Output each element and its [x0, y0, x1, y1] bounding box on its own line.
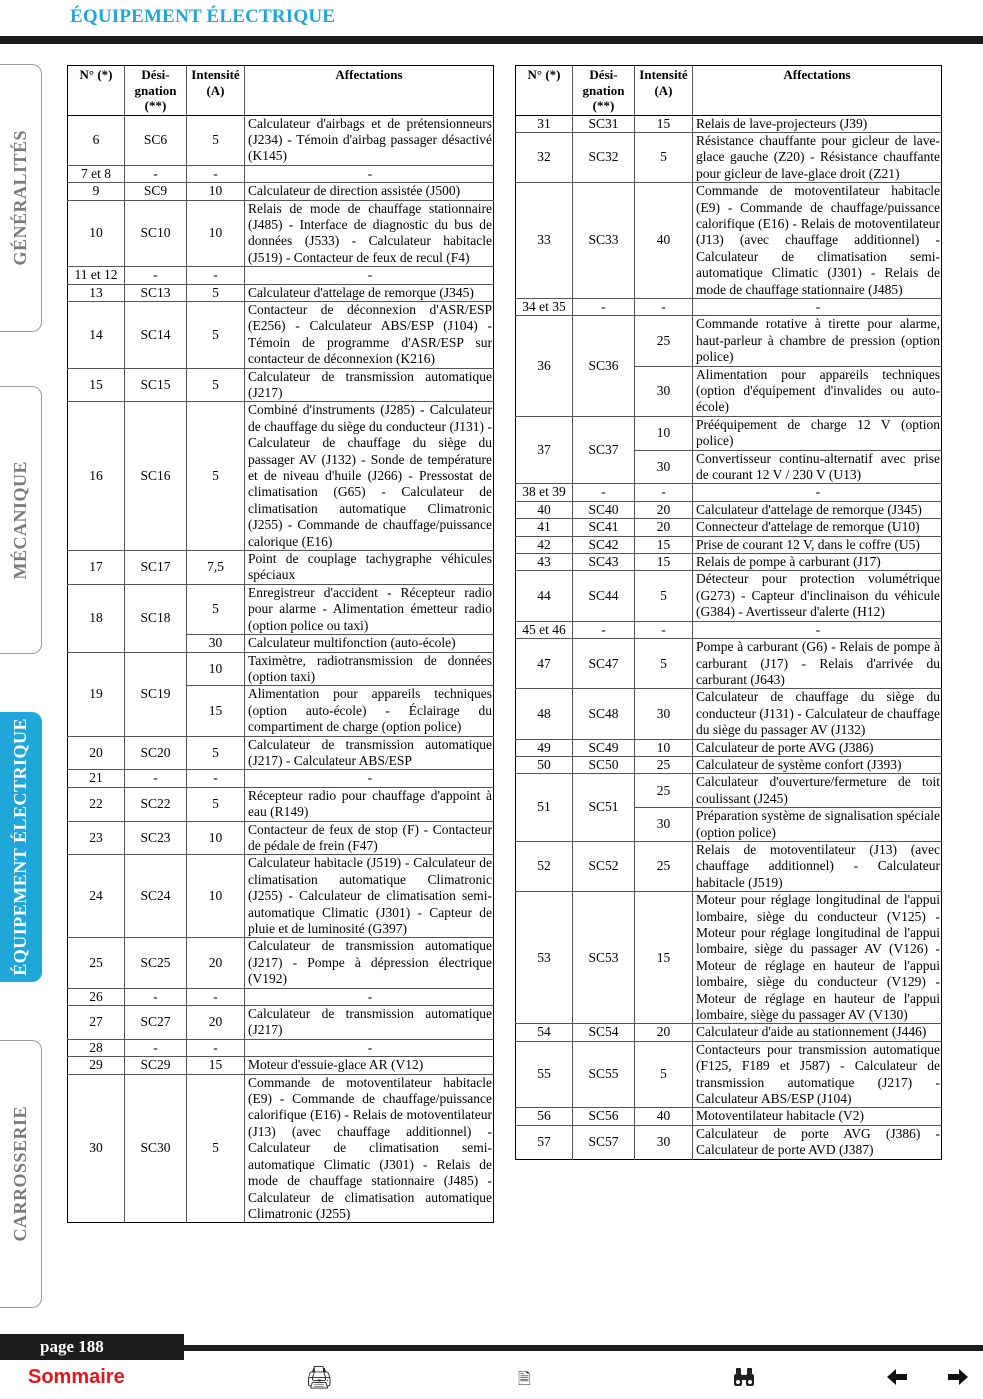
fuse-intensity: 40	[635, 183, 693, 299]
fuse-designation: SC14	[125, 301, 187, 368]
fuse-affectation: -	[245, 988, 494, 1005]
fuse-designation: SC6	[125, 115, 187, 165]
page-title: ÉQUIPEMENT ÉLECTRIQUE	[70, 6, 336, 27]
page-number: page 188	[0, 1334, 184, 1360]
fuse-designation: SC23	[125, 821, 187, 855]
fuse-designation: SC40	[573, 501, 635, 518]
fuse-number: 47	[516, 639, 573, 689]
table-row	[516, 519, 942, 536]
fuse-designation: SC52	[573, 841, 635, 891]
fuse-number: 37	[516, 416, 573, 484]
col-header-designation: Dési- gnation (**)	[125, 66, 187, 116]
fuse-designation: SC17	[125, 551, 187, 585]
fuse-number: 22	[68, 787, 125, 821]
fuse-affectation: Calculateur de direction assistée (J500)	[245, 183, 494, 200]
fuse-number: 23	[68, 821, 125, 855]
fuse-affectation: Récepteur radio pour chauffage d'appoint à eau (R149)	[245, 787, 494, 821]
table-row	[516, 115, 942, 132]
table-row	[68, 165, 494, 182]
fuse-designation: SC13	[125, 284, 187, 301]
fuse-affectation: Calculateur de porte AVG (J386)	[693, 739, 942, 756]
fuse-affectation: Relais de motoventilateur (J13) (avec chauffage additionnel) - Calculateur habitacle (J519)	[693, 841, 942, 891]
fuse-designation: SC9	[125, 183, 187, 200]
table-row	[68, 402, 494, 551]
fuse-number: 48	[516, 689, 573, 739]
fuse-intensity: -	[187, 165, 245, 182]
fuse-intensity: 25	[635, 841, 693, 891]
fuse-number: 10	[68, 200, 125, 267]
fuse-affectation: Moteur pour réglage longitudinal de l'appui lombaire, siège du conducteur (V125) - Moteur pour réglage longitudinal de l'appui lombaire, siège du passager AV (V126) - Moteur de réglage en hauteur de l'appui lombaire, siège du conducteur (V129) - Moteur de réglage en hauteur de l'appui lombaire, siège du passager AV (V130)	[693, 892, 942, 1024]
fuse-number: 56	[516, 1108, 573, 1125]
fuse-affectation: Calculateur d'aide au stationnement (J446)	[693, 1024, 942, 1041]
table-row	[68, 1006, 494, 1040]
fuse-designation: SC44	[573, 571, 635, 621]
fuse-number: 40	[516, 501, 573, 518]
table-row	[68, 368, 494, 402]
fuse-intensity: -	[187, 988, 245, 1005]
fuse-designation: SC33	[573, 183, 635, 299]
fuse-affectation: Taximètre, radiotransmission de données (option taxi)	[245, 652, 494, 686]
fuse-intensity: 10	[187, 855, 245, 938]
fuse-affectation: Relais de lave-projecteurs (J39)	[693, 115, 942, 132]
fuse-designation: SC42	[573, 536, 635, 553]
fuse-affectation: Combiné d'instruments (J285) - Calculateur de chauffage du siège du conducteur (J131) - Calculateur de chauffage du siège du passager AV (J132) - Sonde de température et de niveau d'huile (J266) - Pressostat de climatisation (G65) - Calculateur de climatisation automatique Climatronic (J255) - Commande de chauffage/puissance calorique (E16)	[245, 402, 494, 551]
tab-mecanique[interactable]	[0, 386, 42, 654]
table-row	[516, 1041, 942, 1108]
fuse-number: 28	[68, 1039, 125, 1056]
fuse-designation: SC55	[573, 1041, 635, 1108]
header-bar	[0, 36, 983, 44]
table-row	[68, 652, 494, 686]
fuse-affectation: Commande de motoventilateur habitacle (E9) - Commande de chauffage/puissance calorifique (E16) - Relais de motoventilateur (J13) (avec chauffage additionnel) - Calculateur de climatisation semi-automatique Climatic (J301) - Relais de mode de chauffage stationnaire (J485) - Calculateur de climatisation automatique Climatronic (J255)	[248, 1074, 492, 1221]
page-edit-icon[interactable]: 🗎	[518, 1369, 531, 1388]
fuse-intensity: 5	[187, 1074, 245, 1223]
arrow-right-icon[interactable]	[946, 1366, 970, 1395]
fuse-intensity: 5	[635, 571, 693, 621]
tab-label: CARROSSERIE	[10, 1106, 30, 1242]
fuse-intensity: 10	[187, 652, 245, 686]
fuse-intensity: 7,5	[187, 551, 245, 585]
fuse-designation: -	[573, 621, 635, 638]
tab-carrosserie[interactable]	[0, 1040, 42, 1308]
fuse-intensity: 5	[187, 301, 245, 368]
fuse-number: 21	[68, 770, 125, 787]
table-row	[68, 551, 494, 585]
fuse-affectation: Calculateur d'attelage de remorque (J345)	[693, 501, 942, 518]
tab-label: MÉCANIQUE	[10, 460, 30, 580]
fuse-designation: SC30	[125, 1074, 187, 1223]
fuse-affectation: Calculateur multifonction (auto-école)	[245, 635, 494, 652]
fuse-intensity: 25	[635, 774, 693, 808]
fuse-number: 55	[516, 1041, 573, 1108]
tab-generalites[interactable]	[0, 64, 42, 332]
fuse-number: 52	[516, 841, 573, 891]
fuse-intensity: 5	[187, 115, 245, 165]
fuse-affectation: Alimentation pour appareils techniques (option d'équipement d'invalides ou auto-école)	[693, 366, 942, 416]
fuse-intensity: 25	[635, 316, 693, 366]
col-header-num: N° (*)	[68, 66, 125, 116]
fuse-designation: SC31	[573, 115, 635, 132]
fuse-number: 16	[68, 402, 125, 551]
table-row	[516, 892, 942, 1024]
printer-icon[interactable]: 🖨	[305, 1366, 333, 1391]
fuse-number: 18	[68, 584, 125, 652]
fuse-designation: -	[125, 267, 187, 284]
fuse-affectation: Préparation système de signalisation spéciale (option police)	[693, 808, 942, 842]
fuse-designation: SC47	[573, 639, 635, 689]
fuse-intensity: 5	[187, 736, 245, 770]
table-row	[68, 736, 494, 770]
tab-label: GÉNÉRALITÉS	[10, 130, 30, 266]
table-row	[516, 416, 942, 450]
fuse-number: 31	[516, 115, 573, 132]
table-row	[516, 639, 942, 689]
table-row	[516, 571, 942, 621]
fuse-designation: SC22	[125, 787, 187, 821]
fuse-affectation: Convertisseur continu-alternatif avec prise de courant 12 V / 230 V (U13)	[693, 450, 942, 484]
fuse-designation: SC10	[125, 200, 187, 267]
fuse-intensity: 20	[635, 501, 693, 518]
fuse-intensity: 5	[187, 584, 245, 634]
fuse-affectation: -	[693, 621, 942, 638]
fuse-affectation: Calculateur de transmission automatique (J217) - Calculateur ABS/ESP	[245, 736, 494, 770]
fuse-affectation: Calculateur de transmission automatique (J217) - Pompe à dépression électrique (V192)	[245, 938, 494, 988]
fuse-designation: SC56	[573, 1108, 635, 1125]
fuse-number: 49	[516, 739, 573, 756]
fuse-intensity: 25	[635, 756, 693, 773]
fuse-affectation: Connecteur d'attelage de remorque (U10)	[693, 519, 942, 536]
fuse-intensity: 30	[635, 1125, 693, 1159]
fuse-number: 9	[68, 183, 125, 200]
fuse-number: 13	[68, 284, 125, 301]
fuse-designation: SC15	[125, 368, 187, 402]
fuse-affectation: Calculateur d'attelage de remorque (J345)	[245, 284, 494, 301]
fuse-number: 34 et 35	[516, 298, 573, 315]
fuse-designation: -	[125, 165, 187, 182]
fuse-number: 33	[516, 183, 573, 299]
fuse-designation: -	[125, 770, 187, 787]
table-row	[68, 301, 494, 368]
fuse-intensity: 40	[635, 1108, 693, 1125]
fuse-intensity: 15	[635, 892, 693, 1024]
fuse-number: 45 et 46	[516, 621, 573, 638]
fuse-designation: SC18	[125, 584, 187, 652]
fuse-affectation: Moteur d'essuie-glace AR (V12)	[245, 1057, 494, 1074]
fuse-designation: SC36	[573, 316, 635, 416]
binoculars-icon[interactable]	[732, 1366, 756, 1395]
fuse-table-left	[67, 65, 494, 1223]
fuse-designation: -	[125, 988, 187, 1005]
fuse-intensity: 10	[187, 183, 245, 200]
fuse-number: 41	[516, 519, 573, 536]
fuse-designation: -	[573, 298, 635, 315]
table-row	[516, 298, 942, 315]
fuse-intensity: 20	[635, 519, 693, 536]
fuse-affectation: Prééquipement de charge 12 V (option police)	[693, 416, 942, 450]
fuse-intensity: -	[635, 484, 693, 501]
fuse-number: 50	[516, 756, 573, 773]
fuse-number: 44	[516, 571, 573, 621]
fuse-number: 51	[516, 774, 573, 842]
sommaire-link[interactable]: Sommaire	[28, 1366, 125, 1388]
fuse-number: 19	[68, 652, 125, 736]
fuse-intensity: 15	[187, 686, 245, 736]
col-header-affectations: Affectations	[693, 66, 942, 116]
table-row	[68, 200, 494, 267]
fuse-affectation: -	[245, 165, 494, 182]
fuse-intensity: 5	[635, 639, 693, 689]
fuse-affectation: Calculateur de transmission automatique (J217)	[245, 368, 494, 402]
fuse-affectation: Calculateur d'ouverture/fermeture de toit coulissant (J245)	[693, 774, 942, 808]
table-row	[68, 855, 494, 938]
table-row	[516, 554, 942, 571]
col-header-designation: Dési- gnation (**)	[573, 66, 635, 116]
fuse-affectation: Calculateur de porte AVG (J386) - Calculateur de porte AVD (J387)	[696, 1125, 940, 1158]
table-row	[68, 183, 494, 200]
fuse-designation: SC19	[125, 652, 187, 736]
table-row	[68, 770, 494, 787]
fuse-intensity: 15	[635, 554, 693, 571]
fuse-affectation: -	[245, 1039, 494, 1056]
fuse-intensity: 20	[635, 1024, 693, 1041]
fuse-affectation: Contacteurs pour transmission automatique (F125, F189 et J587) - Calculateur de transmission automatique (J217) - Calculateur ABS/ESP (J104)	[693, 1041, 942, 1108]
fuse-affectation: -	[245, 267, 494, 284]
fuse-affectation: Motoventilateur habitacle (V2)	[693, 1108, 942, 1125]
fuse-number: 38 et 39	[516, 484, 573, 501]
table-row	[68, 988, 494, 1005]
fuse-number: 26	[68, 988, 125, 1005]
fuse-designation: SC37	[573, 416, 635, 484]
fuse-intensity: 30	[635, 450, 693, 484]
fuse-affectation: Relais de mode de chauffage stationnaire (J485) - Interface de diagnostic du bus de données (J533) - Calculateur habitacle (J519) - Contacteur de feux de recul (F4)	[245, 200, 494, 267]
fuse-designation: SC24	[125, 855, 187, 938]
fuse-affectation: Prise de courant 12 V, dans le coffre (U5)	[693, 536, 942, 553]
fuse-number: 43	[516, 554, 573, 571]
table-row	[516, 1125, 942, 1159]
fuse-designation: SC41	[573, 519, 635, 536]
table-row	[516, 536, 942, 553]
fuse-intensity: 5	[635, 132, 693, 182]
table-row	[516, 132, 942, 182]
fuse-intensity: 15	[635, 536, 693, 553]
fuse-affectation: Commande rotative à tirette pour alarme, haut-parleur à chambre de pression (option police)	[693, 316, 942, 366]
col-header-affectations: Affectations	[245, 66, 494, 116]
fuse-affectation: -	[245, 770, 494, 787]
arrow-left-icon[interactable]	[885, 1366, 909, 1395]
fuse-designation: SC16	[125, 402, 187, 551]
table-row	[68, 284, 494, 301]
fuse-affectation: Pompe à carburant (G6) - Relais de pompe à carburant (J17) - Relais d'arrivée du carburant (J643)	[693, 639, 942, 689]
fuse-affectation: Alimentation pour appareils techniques (option auto-école) - Éclairage du compartiment de charge (option police)	[245, 686, 494, 736]
fuse-intensity: 20	[187, 1006, 245, 1040]
fuse-designation: -	[573, 484, 635, 501]
fuse-intensity: 10	[635, 416, 693, 450]
fuse-number: 15	[68, 368, 125, 402]
fuse-designation: SC25	[125, 938, 187, 988]
fuse-number: 53	[516, 892, 573, 1024]
fuse-affectation: Contacteur de déconnexion d'ASR/ESP (E256) - Calculateur ABS/ESP (J104) - Témoin de programme d'ASR/ESP sur contacteur de déconnexion (K216)	[245, 301, 494, 368]
col-header-intensity: Intensité (A)	[635, 66, 693, 116]
fuse-intensity: 15	[635, 115, 693, 132]
fuse-intensity: 30	[635, 689, 693, 739]
fuse-intensity: 5	[187, 284, 245, 301]
col-header-intensity: Intensité (A)	[187, 66, 245, 116]
table-row	[516, 689, 942, 739]
fuse-intensity: -	[187, 1039, 245, 1056]
fuse-intensity: -	[187, 770, 245, 787]
fuse-designation: SC32	[573, 132, 635, 182]
fuse-number: 57	[516, 1125, 573, 1159]
fuse-intensity: -	[635, 621, 693, 638]
fuse-designation: SC48	[573, 689, 635, 739]
fuse-designation: SC27	[125, 1006, 187, 1040]
fuse-intensity: 30	[187, 635, 245, 652]
fuse-intensity: 10	[635, 739, 693, 756]
fuse-intensity: 5	[187, 787, 245, 821]
fuse-affectation: Point de couplage tachygraphe véhicules spéciaux	[245, 551, 494, 585]
fuse-number: 17	[68, 551, 125, 585]
fuse-number: 27	[68, 1006, 125, 1040]
fuse-intensity: 30	[635, 366, 693, 416]
fuse-number: 36	[516, 316, 573, 416]
fuse-affectation: Commande de motoventilateur habitacle (E9) - Commande de chauffage/puissance calorifique (E16) - Relais de motoventilateur (J13) (avec chauffage additionnel) - Calculateur de climatisation semi-automatique Climatic (J301) - Relais de mode de chauffage stationnaire (J485)	[693, 183, 942, 299]
fuse-affectation: Détecteur pour protection volumétrique (G273) - Capteur d'inclinaison du véhicule (G384) - Avertisseur d'alerte (H12)	[693, 571, 942, 621]
fuse-number: 25	[68, 938, 125, 988]
tab-equipement-electrique[interactable]	[0, 712, 42, 982]
fuse-number: 42	[516, 536, 573, 553]
fuse-intensity: 15	[187, 1057, 245, 1074]
table-row	[516, 1024, 942, 1041]
fuse-affectation: Résistance chauffante pour gicleur de lave-glace gauche (Z20) - Résistance chauffante pour gicleur de lave-glace droit (Z21)	[693, 132, 942, 182]
fuse-number: 20	[68, 736, 125, 770]
table-row	[68, 115, 494, 165]
fuse-number: 6	[68, 115, 125, 165]
fuse-affectation: Calculateur de système confort (J393)	[693, 756, 942, 773]
fuse-intensity: 5	[187, 402, 245, 551]
fuse-designation: -	[125, 1039, 187, 1056]
table-row	[516, 316, 942, 366]
fuse-table-right	[515, 65, 942, 1160]
table-row	[516, 756, 942, 773]
table-row	[68, 1074, 494, 1223]
fuse-affectation: Calculateur d'airbags et de prétensionneurs (J234) - Témoin d'airbag passager désactivé (K145)	[245, 115, 494, 165]
fuse-designation: SC43	[573, 554, 635, 571]
tab-label: ÉQUIPEMENT ÉLECTRIQUE	[10, 718, 30, 976]
fuse-designation: SC20	[125, 736, 187, 770]
table-row	[68, 938, 494, 988]
table-row	[516, 501, 942, 518]
table-row	[516, 739, 942, 756]
fuse-affectation: Calculateur de chauffage du siège du conducteur (J131) - Calculateur de chauffage du siège du passager AV (J132)	[693, 689, 942, 739]
col-header-num: N° (*)	[516, 66, 573, 116]
fuse-number: 24	[68, 855, 125, 938]
table-row	[516, 841, 942, 891]
table-row	[68, 267, 494, 284]
table-row	[516, 621, 942, 638]
fuse-number: 7 et 8	[68, 165, 125, 182]
fuse-designation: SC57	[573, 1125, 635, 1159]
fuse-intensity: 5	[187, 368, 245, 402]
fuse-affectation: Calculateur habitacle (J519) - Calculateur de climatisation automatique Climatronic (J255) - Calculateur de climatisation semi-automatique Climatic (J301) - Capteur de pluie et de luminosité (G397)	[245, 855, 494, 938]
fuse-designation: SC53	[573, 892, 635, 1024]
fuse-designation: SC51	[573, 774, 635, 842]
fuse-designation: SC54	[573, 1024, 635, 1041]
fuse-affectation: Calculateur de transmission automatique (J217)	[245, 1006, 494, 1040]
table-row	[516, 1108, 942, 1125]
fuse-intensity: 30	[635, 808, 693, 842]
fuse-intensity: 20	[187, 938, 245, 988]
fuse-affectation: Enregistreur d'accident - Récepteur radio pour alarme - Alimentation émetteur radio (option police ou taxi)	[245, 584, 494, 634]
table-row	[68, 1057, 494, 1074]
fuse-intensity: -	[635, 298, 693, 315]
fuse-designation: SC29	[125, 1057, 187, 1074]
fuse-designation: SC49	[573, 739, 635, 756]
fuse-number: 54	[516, 1024, 573, 1041]
table-row	[516, 774, 942, 808]
table-row	[68, 584, 494, 634]
table-row	[516, 484, 942, 501]
fuse-intensity: -	[187, 267, 245, 284]
table-row	[68, 1039, 494, 1056]
fuse-affectation: Contacteur de feux de stop (F) - Contacteur de pédale de frein (F47)	[245, 821, 494, 855]
fuse-affectation: -	[693, 298, 942, 315]
fuse-number: 30	[68, 1074, 125, 1223]
fuse-intensity: 10	[187, 200, 245, 267]
fuse-number: 14	[68, 301, 125, 368]
fuse-designation: SC50	[573, 756, 635, 773]
fuse-affectation: Relais de pompe à carburant (J17)	[693, 554, 942, 571]
fuse-number: 32	[516, 132, 573, 182]
fuse-affectation: -	[693, 484, 942, 501]
fuse-number: 29	[68, 1057, 125, 1074]
table-row	[516, 183, 942, 299]
table-row	[68, 787, 494, 821]
fuse-number: 11 et 12	[68, 267, 125, 284]
fuse-intensity: 5	[635, 1041, 693, 1108]
table-row	[68, 821, 494, 855]
fuse-intensity: 10	[187, 821, 245, 855]
